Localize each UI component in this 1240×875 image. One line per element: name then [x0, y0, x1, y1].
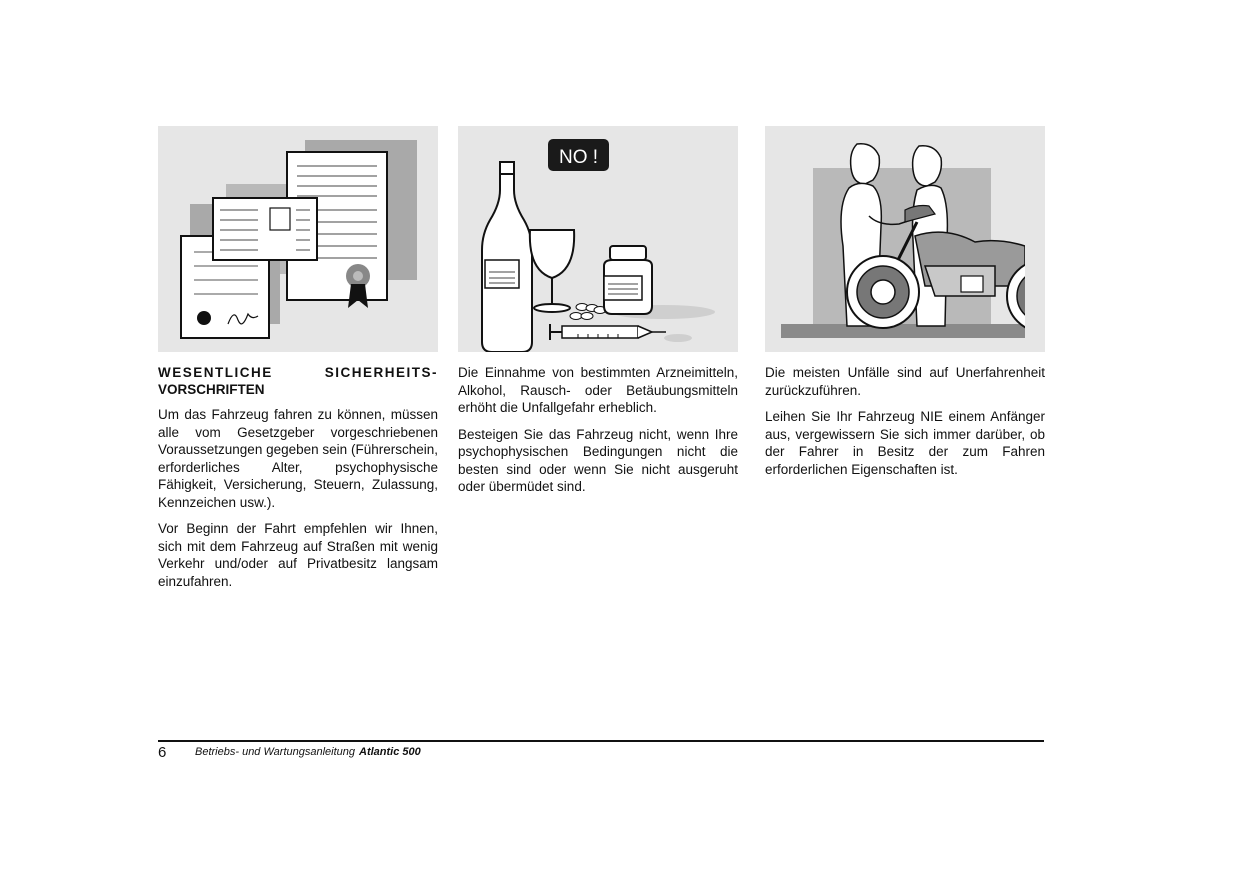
paragraph-break-in: Vor Beginn der Fahrt empfehlen wir Ihnen, sich mit dem Fahrzeug auf Straßen mit wenig Verkehr und/oder auf Privatbesitz langsam einzufahren. — [158, 521, 438, 589]
paragraph-requirements: Um das Fahrzeug fahren zu können, müssen alle vom Gesetzgeber vorgeschriebenen Voraussetzungen gegeben sein (Führerschein, erforderliches Alter, psychophysische Fähigkeit, Versicherung, Steuern, Zulassung, Kennzeichen usw.). — [158, 407, 438, 510]
footer-divider — [158, 740, 1044, 742]
model-name: Atlantic 500 — [359, 746, 421, 758]
column-experience — [765, 126, 1045, 487]
no-sign-text: NO ! — [558, 147, 599, 168]
heading-word-3: VORSCHRIFTEN — [158, 382, 265, 397]
paragraph-substances: Die Einnahme von bestimmten Arzneimitteln, Alkohol, Rausch- oder Betäubungsmitteln erhöht die Unfallgefahr erheblich. — [458, 365, 738, 415]
heading-word-1: WESENTLICHE — [158, 365, 273, 380]
paragraph-inexperience: Die meisten Unfälle sind auf Unerfahrenheit zurückzuführen. — [765, 365, 1045, 398]
paragraph-condition: Besteigen Sie das Fahrzeug nicht, wenn Ihre psychophysischen Bedingungen nicht die besten sind oder wenn Sie nicht ausgeruht oder übermüdet sind. — [458, 426, 738, 494]
column-documents — [158, 126, 438, 599]
paragraph-lending: Leihen Sie Ihr Fahrzeug NIE einem Anfänger aus, vergewissern Sie sich immer darüber, ob der Fahrer in Besitz der zum Fahren erforderlichen Eigenschaften ist. — [765, 409, 1045, 477]
manual-title: Betriebs- und Wartungsanleitung — [195, 746, 356, 758]
section-heading — [158, 364, 438, 398]
column-substances — [458, 126, 738, 505]
heading-word-2: SICHERHEITS- — [324, 365, 438, 380]
alcohol-drugs-illustration — [458, 126, 738, 352]
footer-title — [195, 746, 421, 758]
page-number: 6 — [158, 744, 167, 761]
documents-illustration — [158, 126, 438, 352]
motorcycle-handover-illustration — [765, 126, 1045, 352]
